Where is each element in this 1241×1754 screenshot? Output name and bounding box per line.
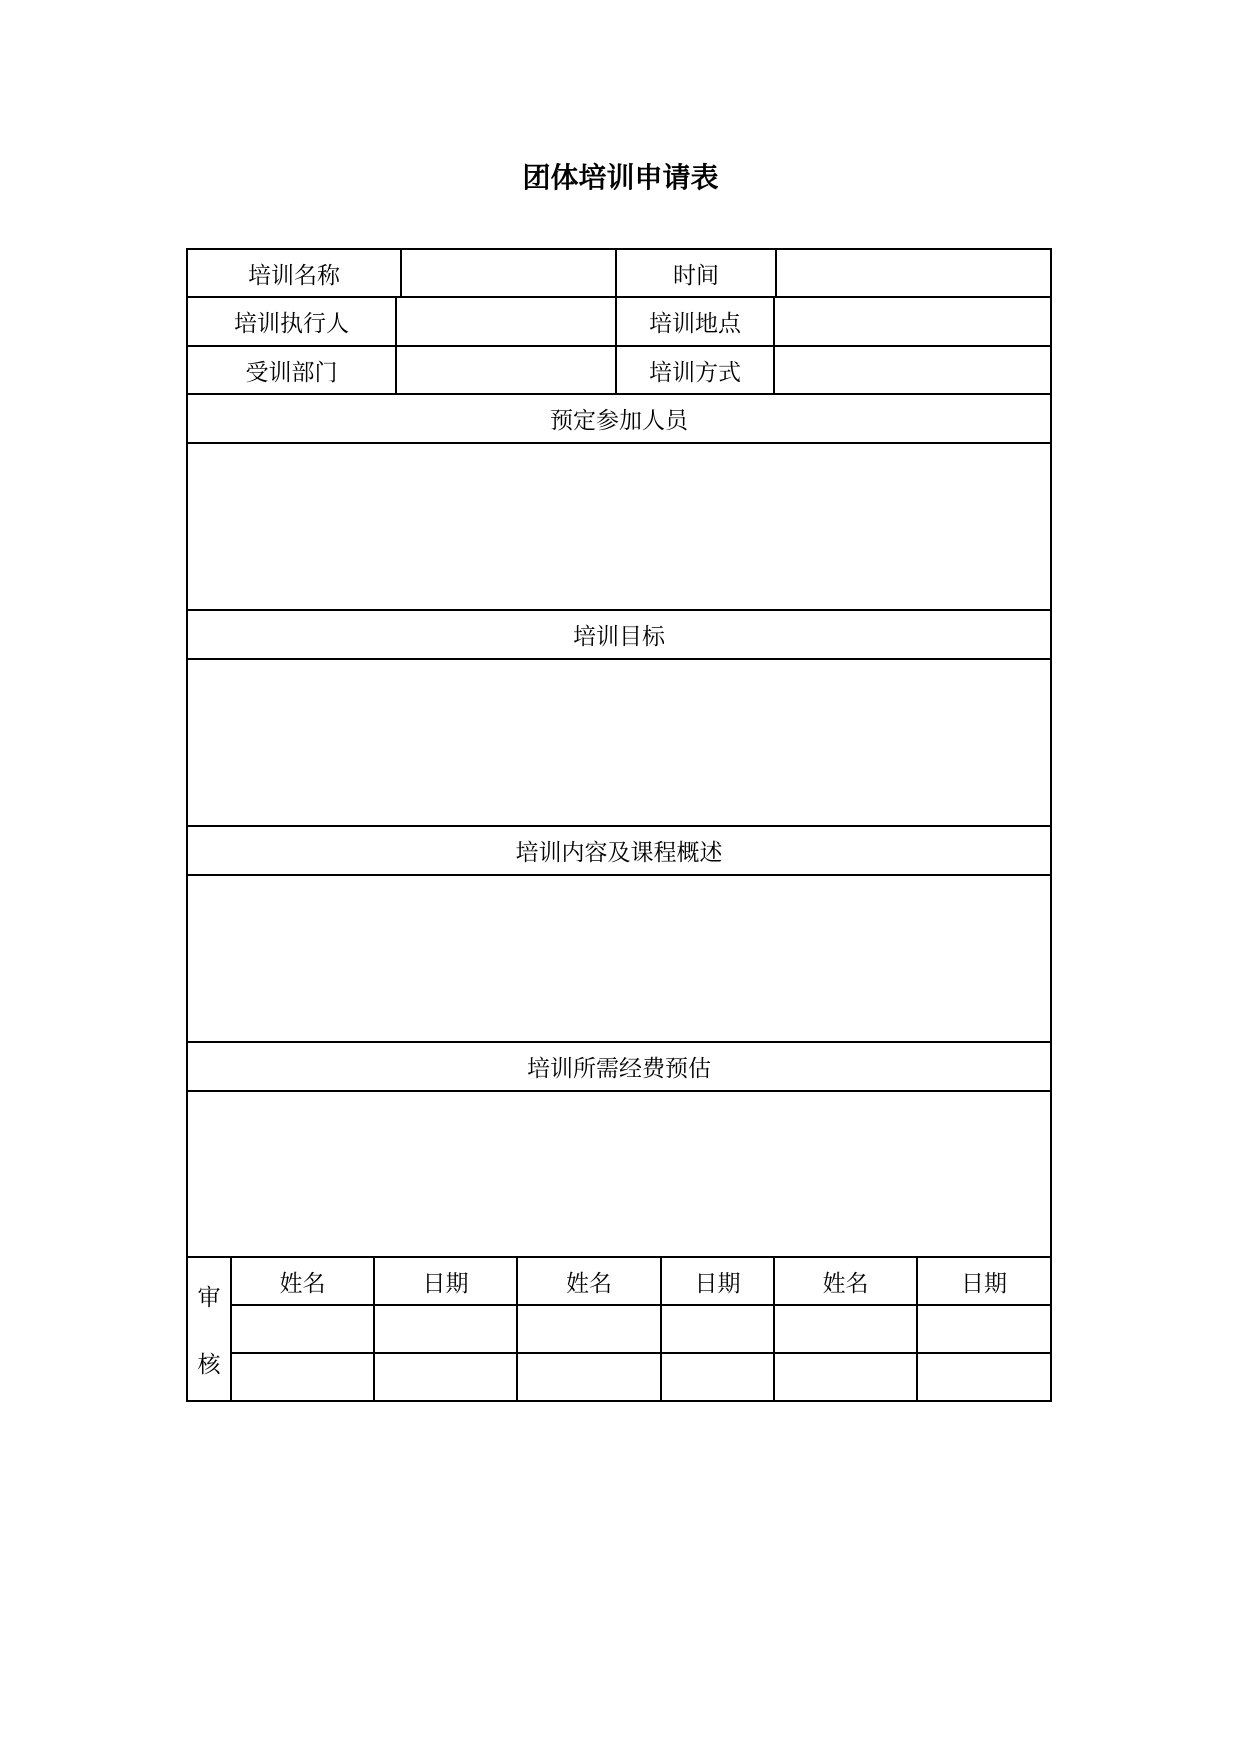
method-label: 培训方式 [649, 359, 741, 386]
participants-section-title: 预定参加人员 [550, 408, 688, 434]
review-row-2-date-1[interactable] [375, 1354, 516, 1400]
form-bottom-border [186, 1400, 1052, 1402]
goals-section-content[interactable] [188, 660, 1050, 825]
department-field[interactable] [397, 347, 615, 393]
review-row-2-date-2[interactable] [662, 1354, 773, 1400]
location-field[interactable] [775, 298, 1050, 345]
page-title: 团体培训申请表 [522, 161, 719, 194]
review-row-1-date-3[interactable] [918, 1306, 1050, 1352]
review-header-name-3: 姓名 [822, 1270, 869, 1297]
review-header-name-2: 姓名 [566, 1270, 612, 1297]
review-label-top: 审 [197, 1285, 221, 1311]
review-row-1-date-2[interactable] [662, 1306, 773, 1352]
review-header-date-2: 日期 [694, 1270, 741, 1297]
review-header-date-1: 日期 [422, 1270, 469, 1297]
budget-section-title: 培训所需经费预估 [527, 1056, 711, 1082]
review-row-2-name-2[interactable] [518, 1354, 660, 1400]
review-label [188, 1258, 230, 1400]
review-row-2-name-1[interactable] [232, 1354, 373, 1400]
participants-section-content[interactable] [188, 444, 1050, 609]
executor-label: 培训执行人 [234, 311, 349, 337]
review-row-1-name-1[interactable] [232, 1306, 373, 1352]
review-row-1-date-1[interactable] [375, 1306, 516, 1352]
training-name-label: 培训名称 [248, 262, 340, 289]
course-overview-section-content[interactable] [188, 876, 1050, 1041]
department-label: 受训部门 [245, 359, 338, 386]
goals-section-title: 培训目标 [573, 624, 665, 650]
time-field[interactable] [777, 250, 1050, 296]
form-right-border [1050, 248, 1052, 1402]
review-header-date-3: 日期 [961, 1270, 1007, 1297]
time-label: 时间 [673, 262, 719, 289]
budget-section-content[interactable] [188, 1092, 1050, 1256]
review-row-1-name-3[interactable] [775, 1306, 916, 1352]
location-label: 培训地点 [649, 311, 741, 337]
executor-field[interactable] [397, 298, 615, 345]
review-header-name-1: 姓名 [279, 1270, 326, 1297]
review-label-bottom: 核 [197, 1352, 221, 1378]
review-row-2-date-3[interactable] [918, 1354, 1050, 1400]
review-row-1-name-2[interactable] [518, 1306, 660, 1352]
method-field[interactable] [775, 347, 1050, 393]
training-application-form [186, 248, 1052, 1398]
training-name-field[interactable] [402, 250, 615, 296]
course-overview-section-title: 培训内容及课程概述 [515, 840, 723, 866]
review-row-2-name-3[interactable] [775, 1354, 916, 1400]
